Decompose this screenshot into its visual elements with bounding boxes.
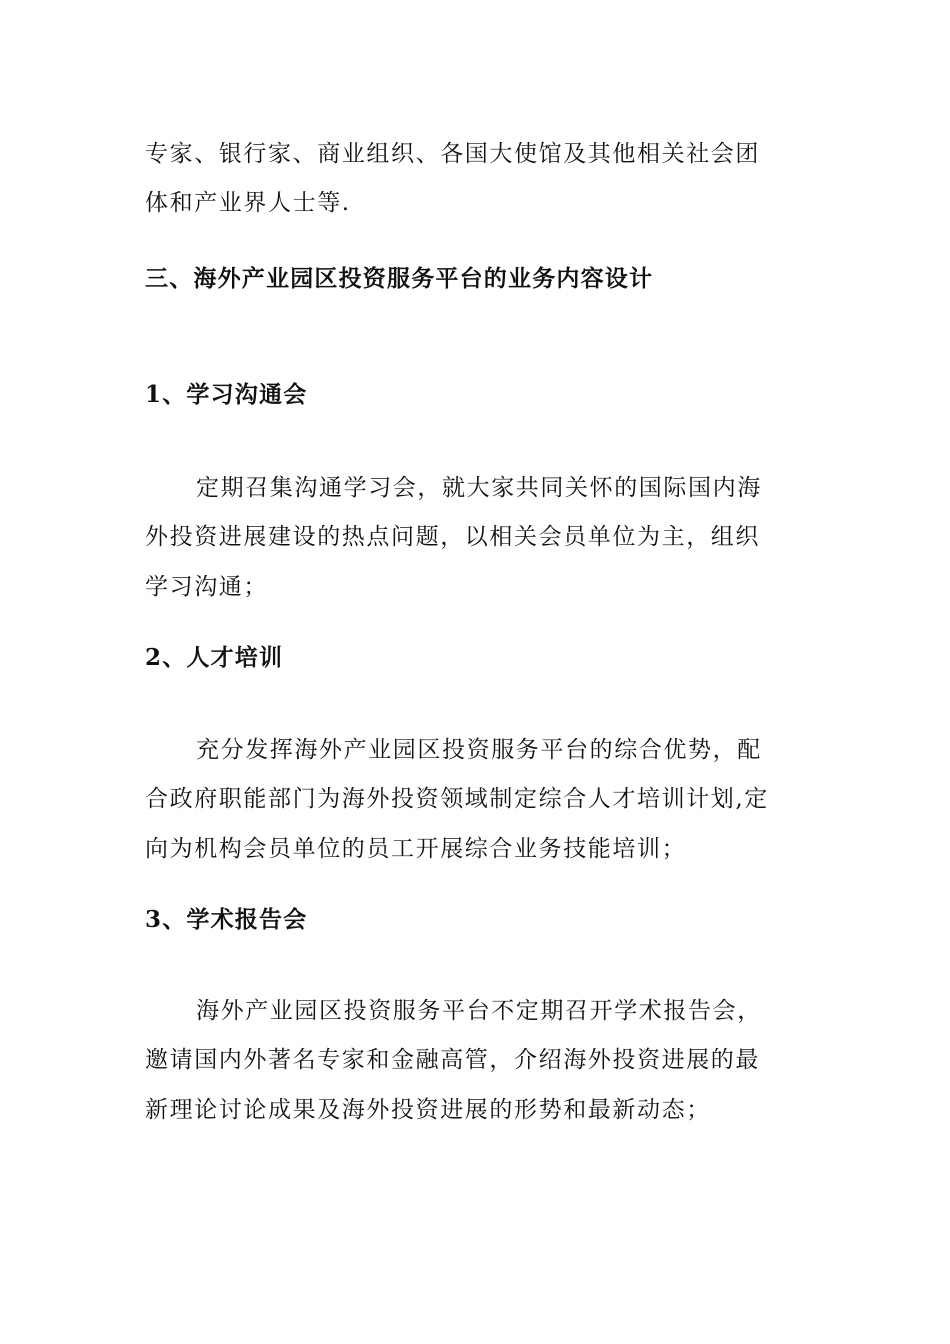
section-heading: 三、海外产业园区投资服务平台的业务内容设计	[145, 265, 654, 292]
item-1-paragraph-line-2: 外投资进展建设的热点问题，以相关会员单位为主，组织	[145, 524, 760, 550]
item-1-heading: 1、学习沟通会	[145, 381, 308, 408]
item-3-paragraph-line-3: 新理论讨论成果及海外投资进展的形势和最新动态；	[145, 1097, 711, 1123]
intro-paragraph-line-2: 体和产业界人士等.	[145, 190, 351, 216]
item-2-paragraph-line-3: 向为机构会员单位的员工开展综合业务技能培训；	[145, 836, 687, 862]
item-1-paragraph-line-3: 学习沟通；	[145, 574, 268, 600]
item-2-heading: 2、人才培训	[145, 644, 284, 671]
item-3-paragraph-line-1: 海外产业园区投资服务平台不定期召开学术报告会，	[196, 998, 762, 1024]
item-2-paragraph-line-2: 合政府职能部门为海外投资领域制定综合人才培训计划,定	[145, 786, 769, 812]
item-3-heading: 3、学术报告会	[145, 906, 308, 933]
item-1-paragraph-line-1: 定期召集沟通学习会，就大家共同关怀的国际国内海	[196, 475, 762, 501]
item-2-paragraph-line-1: 充分发挥海外产业园区投资服务平台的综合优势，配	[196, 737, 762, 763]
item-3-paragraph-line-2: 邀请国内外著名专家和金融高管，介绍海外投资进展的最	[145, 1047, 760, 1073]
intro-paragraph-line-1: 专家、银行家、商业组织、各国大使馆及其他相关社会团	[145, 141, 760, 167]
